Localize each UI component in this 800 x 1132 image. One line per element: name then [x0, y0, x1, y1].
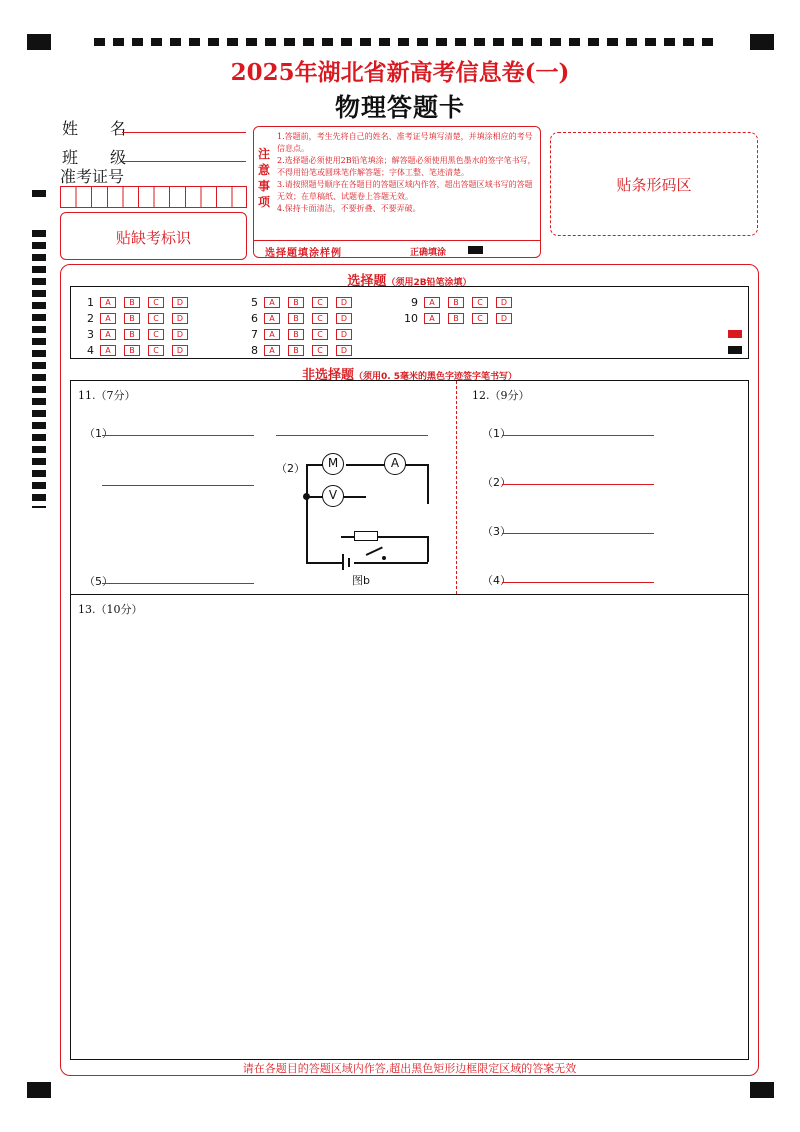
- note-item: 2.选择题必须使用2B铅笔填涂；解答题必须使用黑色墨水的签字笔书写，不得用铅笔或圆珠笔作解答题；字体工整、笔迹清楚。: [277, 156, 536, 177]
- mc-column-2: [234, 292, 360, 356]
- registration-mark-top-left: [27, 34, 51, 50]
- mc-question-number: 9: [411, 296, 418, 309]
- option-a-bubble[interactable]: A: [264, 313, 280, 324]
- option-c-bubble[interactable]: C: [312, 297, 328, 308]
- option-d-bubble[interactable]: D: [172, 329, 188, 340]
- option-a-bubble[interactable]: A: [100, 345, 116, 356]
- mc-question-row: [70, 292, 196, 308]
- registration-mark-top-right: [750, 34, 774, 50]
- q11-part5-line[interactable]: [102, 583, 254, 584]
- note-item: 4.保持卡面清洁，不要折叠、不要弄破。: [277, 204, 421, 213]
- q12-part1-label: （1）: [482, 427, 511, 440]
- name-field[interactable]: [122, 132, 246, 133]
- option-c-bubble[interactable]: C: [148, 313, 164, 324]
- mc-question-number: 7: [251, 328, 258, 341]
- q12-part3-label: （3）: [482, 525, 511, 538]
- option-c-bubble[interactable]: C: [148, 345, 164, 356]
- option-a-bubble[interactable]: A: [100, 313, 116, 324]
- option-a-bubble[interactable]: A: [100, 329, 116, 340]
- page-title: 2025年湖北省新高考信息卷(一): [230, 59, 570, 86]
- mc-question-number: 1: [87, 296, 94, 309]
- option-b-bubble[interactable]: B: [288, 313, 304, 324]
- name-label: 姓 名: [62, 119, 127, 138]
- wire-top-middle: [346, 464, 386, 466]
- option-c-bubble[interactable]: C: [148, 297, 164, 308]
- class-field[interactable]: [122, 161, 246, 162]
- option-a-bubble[interactable]: A: [424, 313, 440, 324]
- option-b-bubble[interactable]: B: [288, 329, 304, 340]
- option-d-bubble[interactable]: D: [172, 345, 188, 356]
- q-divider: [456, 381, 457, 594]
- q11-label: 11.（7分）: [78, 389, 136, 402]
- q11-part5-label: （5）: [84, 575, 113, 588]
- option-b-bubble[interactable]: B: [124, 313, 140, 324]
- q12-part4-label: （4）: [482, 574, 511, 587]
- option-b-bubble[interactable]: B: [288, 345, 304, 356]
- note-item: 1.答题前，考生先将自己的姓名、准考证号填写清楚，并填涂相应的考号信息点。: [277, 132, 533, 153]
- mc-question-number: 4: [87, 344, 94, 357]
- mc-question-row: [394, 308, 520, 324]
- q12-part1-line[interactable]: [502, 435, 654, 436]
- circuit-diagram: [296, 450, 436, 570]
- option-d-bubble[interactable]: D: [172, 313, 188, 324]
- option-a-bubble[interactable]: A: [264, 345, 280, 356]
- correct-fill-label: 正确填涂: [410, 248, 447, 258]
- class-label: 班 级: [62, 148, 127, 167]
- switch-blade: [366, 546, 383, 555]
- battery-short-plate: [348, 558, 350, 567]
- scanner-mark-red: [728, 330, 742, 338]
- notes-title: 注意事项: [258, 147, 271, 209]
- sample-label: 选择题填涂样例: [265, 248, 342, 259]
- option-c-bubble[interactable]: C: [312, 329, 328, 340]
- battery-long-plate: [342, 554, 344, 570]
- option-c-bubble[interactable]: C: [312, 345, 328, 356]
- timing-marks-top: [94, 38, 718, 46]
- wire-right-lower: [427, 536, 429, 562]
- q12-part4-line[interactable]: [502, 582, 654, 583]
- note-item: 3.请按照题号顺序在各题目的答题区域内作答，超出答题区域书写的答题无效；在草稿纸、试题卷上答题无效。: [277, 180, 533, 201]
- mc-question-row: [70, 340, 196, 356]
- mc-question-number: 8: [251, 344, 258, 357]
- option-d-bubble[interactable]: D: [496, 297, 512, 308]
- registration-mark-bottom-left: [27, 1082, 51, 1098]
- q11-part2-label: （2）: [276, 462, 305, 475]
- ammeter-symbol: A: [384, 453, 406, 475]
- mc-question-number: 5: [251, 296, 258, 309]
- option-d-bubble[interactable]: D: [336, 345, 352, 356]
- mc-question-number: 3: [87, 328, 94, 341]
- page-subtitle: 物理答题卡: [334, 93, 465, 122]
- mc-question-row: [234, 324, 360, 340]
- open-instruction: （须用0. 5毫米的黑色字迹签字笔书写）: [353, 372, 518, 382]
- mc-column-1: [70, 292, 196, 356]
- timing-marks-left: [32, 230, 46, 508]
- q13-box[interactable]: [70, 594, 749, 1060]
- exam-id-grid[interactable]: [60, 186, 247, 208]
- absent-sticker-label: 贴缺考标识: [115, 229, 191, 247]
- mc-question-row: [70, 308, 196, 324]
- option-b-bubble[interactable]: B: [124, 345, 140, 356]
- mc-title: 选择题: [347, 274, 387, 289]
- wire-left-vertical: [306, 464, 308, 562]
- timing-mark-single: [32, 190, 46, 197]
- option-d-bubble[interactable]: D: [496, 313, 512, 324]
- option-a-bubble[interactable]: A: [264, 329, 280, 340]
- mc-question-number: 10: [404, 312, 418, 325]
- option-b-bubble[interactable]: B: [124, 297, 140, 308]
- q11-part1-line-c[interactable]: [102, 485, 254, 486]
- mc-instruction: （须用2B铅笔涂填）: [386, 278, 472, 288]
- resistor: [354, 531, 378, 541]
- q12-part2-label: （2）: [482, 476, 511, 489]
- mc-question-row: [234, 292, 360, 308]
- switch-contact: [382, 556, 386, 560]
- option-d-bubble[interactable]: D: [336, 297, 352, 308]
- motor-symbol: M: [322, 453, 344, 475]
- option-d-bubble[interactable]: D: [336, 313, 352, 324]
- q12-label: 12.（9分）: [472, 389, 530, 402]
- registration-mark-bottom-right: [750, 1082, 774, 1098]
- mc-question-row: [70, 324, 196, 340]
- junction-dot: [303, 493, 310, 500]
- wire-bottom-right: [354, 562, 428, 564]
- barcode-label: 贴条形码区: [616, 176, 692, 194]
- option-a-bubble[interactable]: A: [264, 297, 280, 308]
- exam-id-label: 准考证号: [60, 167, 125, 186]
- correct-fill-sample: [468, 246, 483, 254]
- option-a-bubble[interactable]: A: [100, 297, 116, 308]
- option-a-bubble[interactable]: A: [424, 297, 440, 308]
- option-b-bubble[interactable]: B: [448, 297, 464, 308]
- figure-caption: 图b: [352, 574, 370, 587]
- option-c-bubble[interactable]: C: [472, 313, 488, 324]
- option-b-bubble[interactable]: B: [124, 329, 140, 340]
- option-c-bubble[interactable]: C: [472, 297, 488, 308]
- q13-label: 13.（10分）: [78, 603, 143, 616]
- footer-warning: 请在各题目的答题区域内作答,超出黑色矩形边框限定区域的答案无效: [242, 1062, 577, 1075]
- wire-bottom-left: [306, 562, 342, 564]
- option-b-bubble[interactable]: B: [448, 313, 464, 324]
- q11-part1-line-b[interactable]: [276, 435, 428, 436]
- mc-question-row: [394, 292, 520, 308]
- mc-question-row: [234, 308, 360, 324]
- option-d-bubble[interactable]: D: [336, 329, 352, 340]
- open-title: 非选择题: [301, 368, 354, 383]
- mc-column-3: [394, 292, 520, 324]
- mc-question-row: [234, 340, 360, 356]
- mc-question-number: 2: [87, 312, 94, 325]
- q11-part1-label: （1）: [84, 427, 113, 440]
- q12-part3-line[interactable]: [502, 533, 654, 534]
- option-b-bubble[interactable]: B: [288, 297, 304, 308]
- q11-part1-line-a[interactable]: [102, 435, 254, 436]
- voltmeter-symbol: V: [322, 485, 344, 507]
- option-c-bubble[interactable]: C: [148, 329, 164, 340]
- wire-right-upper: [427, 464, 429, 504]
- notes-list: [277, 131, 537, 215]
- notes-divider: [254, 240, 540, 241]
- q12-part2-line[interactable]: [502, 484, 654, 485]
- option-c-bubble[interactable]: C: [312, 313, 328, 324]
- scanner-mark-black: [728, 346, 742, 354]
- mc-question-number: 6: [251, 312, 258, 325]
- option-d-bubble[interactable]: D: [172, 297, 188, 308]
